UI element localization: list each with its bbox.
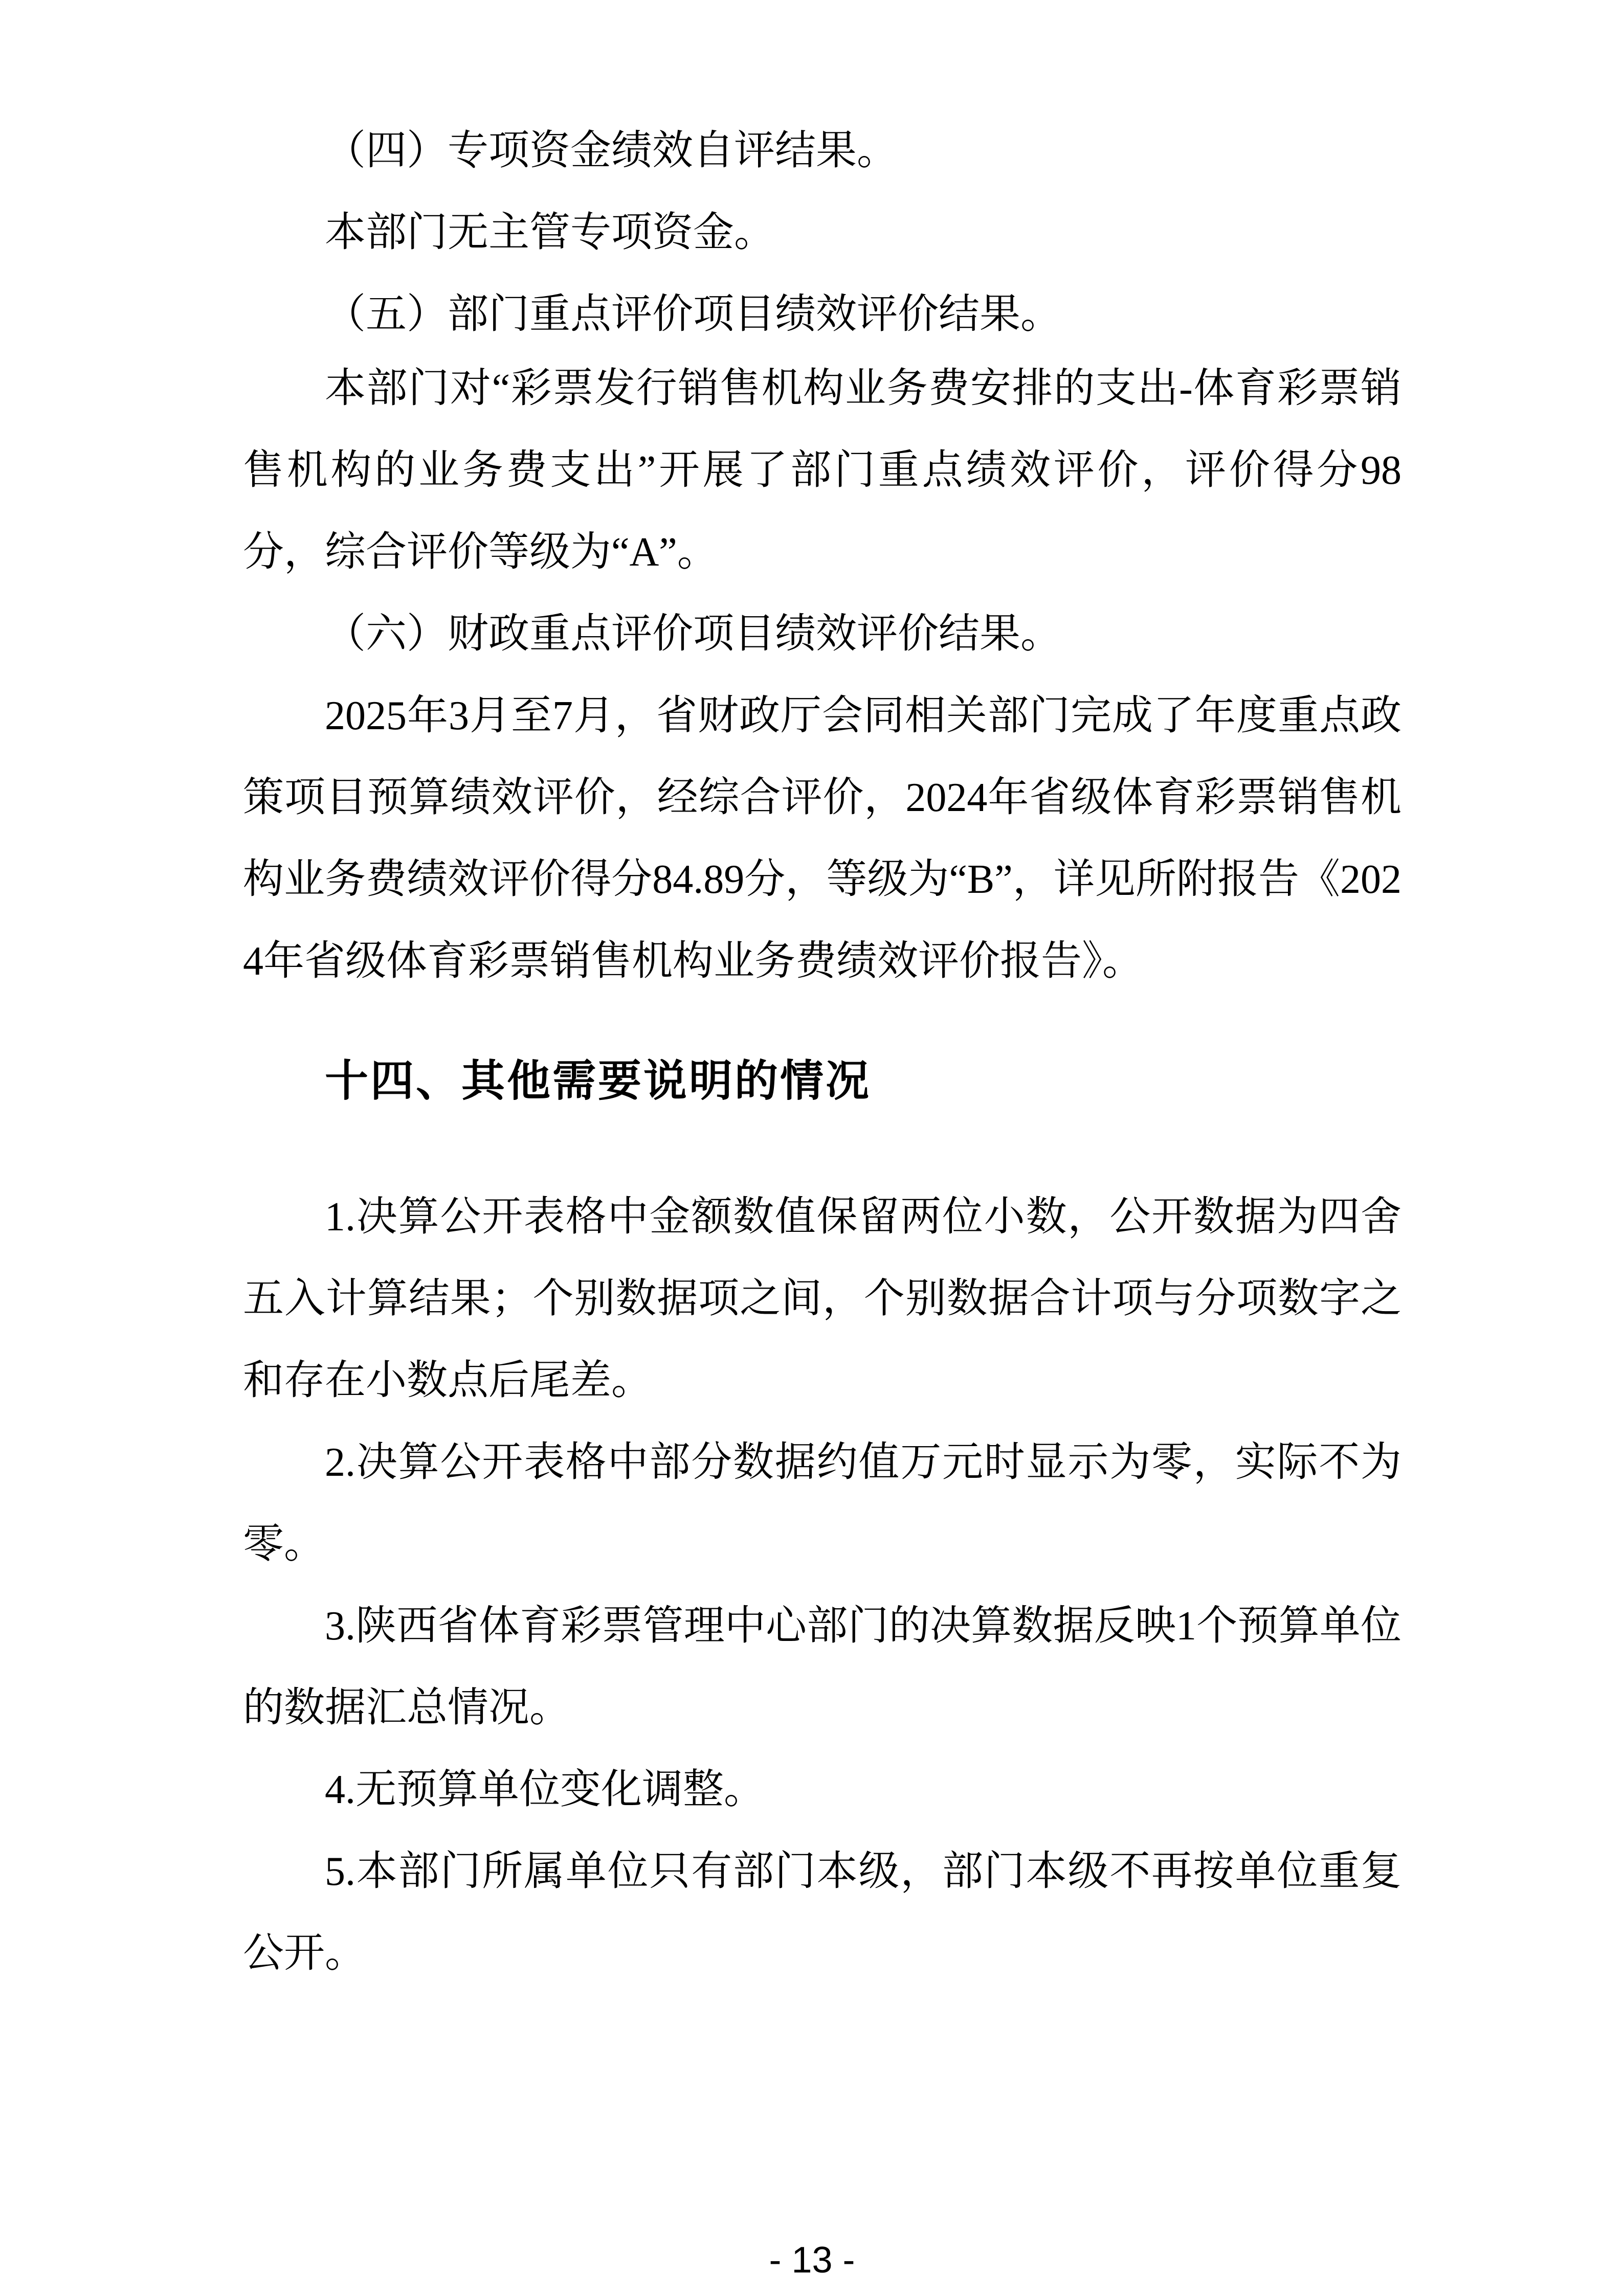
note-paragraph-2: 2.决算公开表格中部分数据约值万元时显示为零，实际不为零。 bbox=[243, 1440, 1401, 1567]
section-6-body: 2025年3月至7月，省财政厅会同相关部门完成了年度重点政策项目预算绩效评价，经综合评价，2024年省级体育彩票销售机构业务费绩效评价得分84.89分，等级为“B”，详见所附报告《2024年省级体育彩票销售机构业务费绩效评价报告》。 bbox=[243, 693, 1401, 984]
note-paragraph-1: 1.决算公开表格中金额数值保留两位小数，公开数据为四舍五入计算结果；个别数据项之间，个别数据合计项与分项数字之和存在小数点后尾差。 bbox=[243, 1195, 1401, 1403]
section-4-heading: （四）专项资金绩效自评结果。 bbox=[325, 128, 898, 173]
section-6-heading: （六）财政重点评价项目绩效评价结果。 bbox=[325, 612, 1061, 657]
section-5-heading: （五）部门重点评价项目绩效评价结果。 bbox=[325, 292, 1061, 337]
page-number: - 13 - bbox=[769, 2240, 855, 2281]
note-paragraph-3: 3.陕西省体育彩票管理中心部门的决算数据反映1个预算单位的数据汇总情况。 bbox=[243, 1604, 1401, 1730]
note-paragraph-4: 4.无预算单位变化调整。 bbox=[325, 1767, 765, 1812]
section-4-body: 本部门无主管专项资金。 bbox=[325, 210, 775, 255]
chapter-heading: 十四、其他需要说明的情况 bbox=[325, 1057, 872, 1106]
note-paragraph-5: 5.本部门所属单位只有部门本级，部门本级不再按单位重复公开。 bbox=[243, 1849, 1401, 1976]
section-5-body: 本部门对“彩票发行销售机构业务费安排的支出-体育彩票销售机构的业务费支出”开展了部门重点绩效评价，评价得分98分，综合评价等级为“A”。 bbox=[243, 366, 1401, 575]
